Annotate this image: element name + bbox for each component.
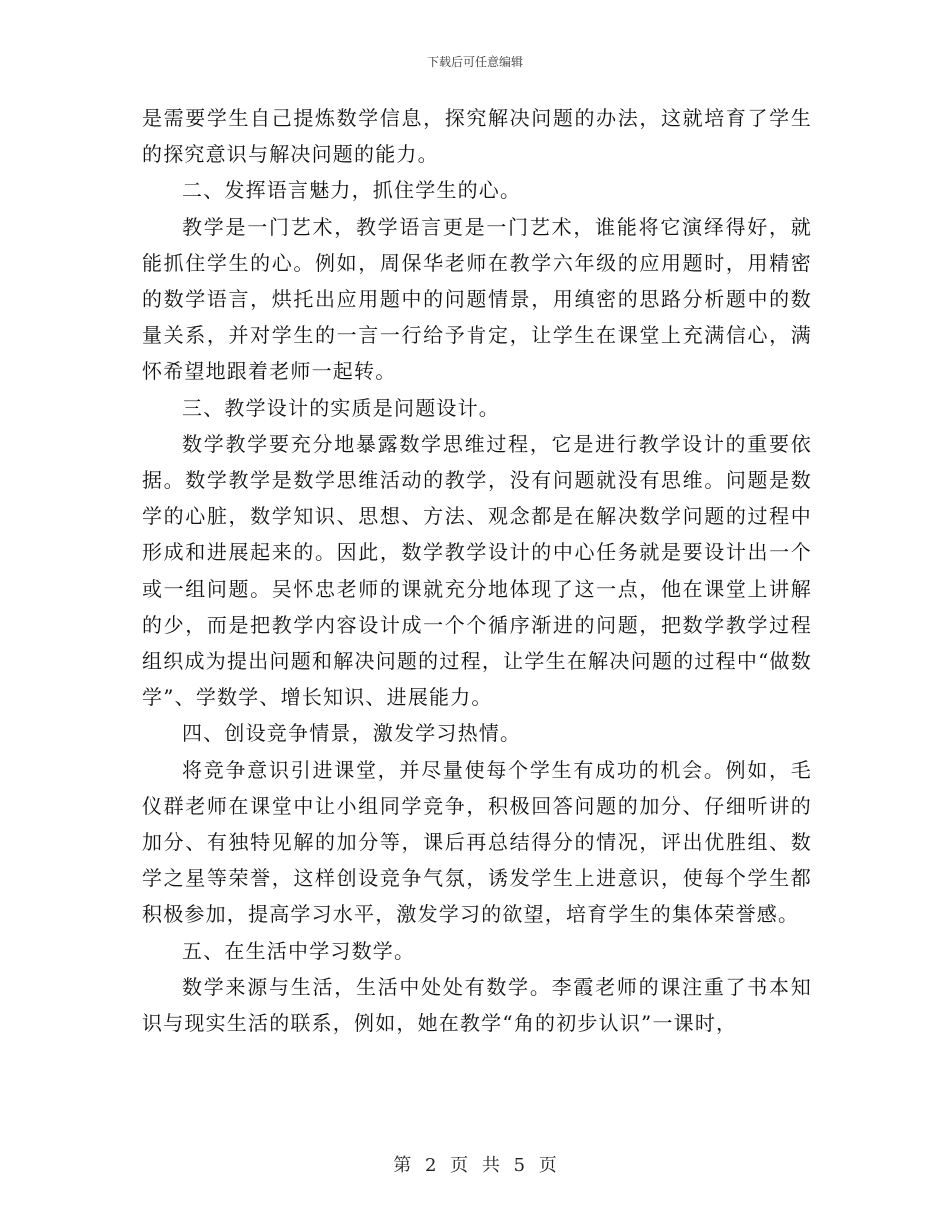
page-label-suffix: 页	[538, 1155, 557, 1176]
paragraph: 将竞争意识引进课堂，并尽量使每个学生有成功的机会。例如，毛仪群老师在课堂中让小组同学竞争，积极回答问题的加分、仔细听讲的加分、有独特见解的加分等，课后再总结得分的情况，评出优胜组、数学之星等荣誉，这样创设竞争气氛，诱发学生上进意识，使每个学生都积极参加，提高学习水平，激发学习的欲望，培育学生的集体荣誉感。	[142, 757, 812, 927]
paragraph-continued: 是需要学生自己提炼数学信息，探究解决问题的办法，这就培育了学生的探究意识与解决问题的能力。	[142, 106, 812, 167]
section-heading-4: 四、创设竞争情景，激发学习热情。	[182, 721, 522, 746]
page-header: 下载后可任意编辑	[426, 55, 523, 69]
paragraph: 数学教学要充分地暴露数学思维过程，它是进行教学设计的重要依据。数学教学是数学思维活动的教学，没有问题就没有思维。问题是数学的心脏，数学知识、思想、方法、观念都是在解决数学问题的过程中形成和进展起来的。因此，数学教学设计的中心任务就是要设计出一个或一组问题。吴怀忠老师的课就充分地体现了这一点，他在课堂上讲解的少，而是把教学内容设计成一个个循序渐进的问题，把数学教学过程组织成为提出问题和解决问题的过程，让学生在解决问题的过程中“做数学”、学数学、增长知识、进展能力。	[142, 431, 812, 710]
current-page-number: 2	[424, 1155, 437, 1176]
section-heading-3: 三、教学设计的实质是问题设计。	[182, 395, 500, 420]
document-body	[142, 100, 812, 1041]
total-pages-number: 5	[513, 1155, 526, 1176]
page-label-mid1: 页	[450, 1155, 469, 1176]
paragraph: 教学是一门艺术，教学语言更是一门艺术，谁能将它演绎得好，就能抓住学生的心。例如，周保华老师在教学六年级的应用题时，用精密的数学语言，烘托出应用题中的问题情景，用缜密的思路分析题中的数量关系，并对学生的一言一行给予肯定，让学生在课堂上充满信心，满怀希望地跟着老师一起转。	[142, 214, 812, 384]
section-heading-2: 二、发挥语言魅力，抓住学生的心。	[182, 178, 522, 203]
paragraph: 数学来源与生活，生活中处处有数学。李霞老师的课注重了书本知识与现实生活的联系，例如，她在教学“角的初步认识”一课时，	[142, 974, 812, 1036]
section-heading-5: 五、在生活中学习数学。	[182, 938, 416, 963]
page-label-mid2: 共	[481, 1155, 500, 1176]
page-label-prefix: 第	[393, 1155, 412, 1176]
page-footer	[0, 1154, 950, 1178]
